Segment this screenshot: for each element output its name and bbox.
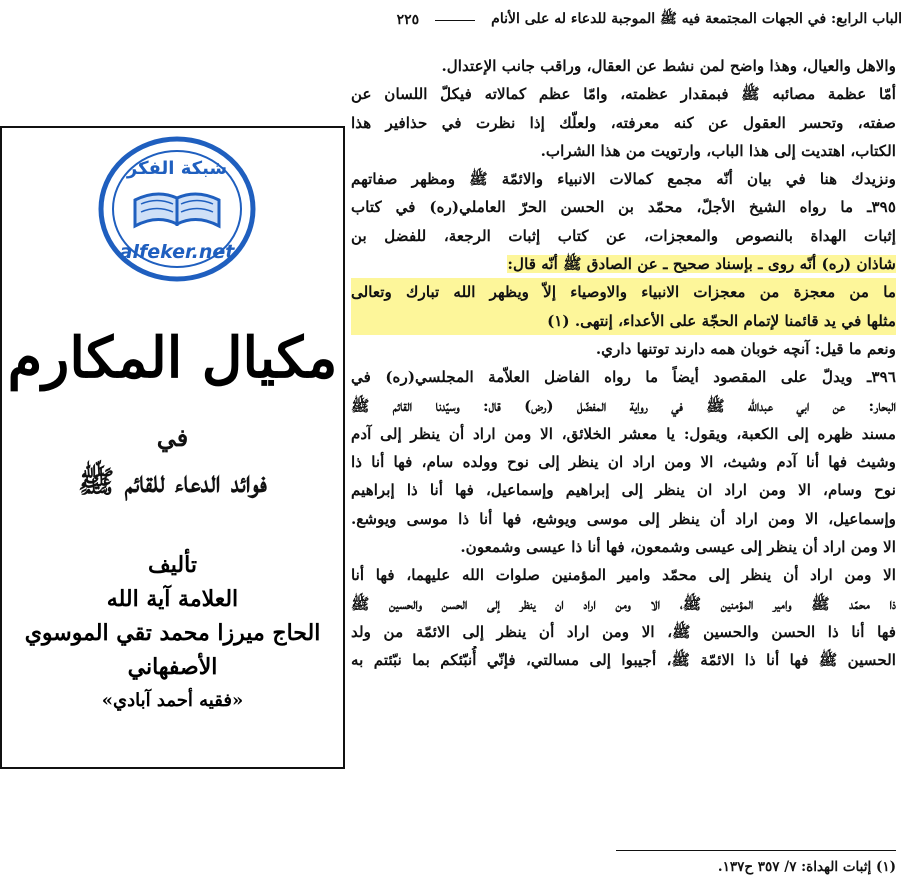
authorship-label: تأليف bbox=[148, 552, 197, 578]
blank-margin bbox=[0, 0, 345, 126]
text-line-content: الا ومن اراد أن ينظر إلى محمّد وامير المؤمنين صلوات الله عليهما، فها أنا bbox=[351, 566, 896, 585]
text-line-content: ذا محمّد ﷺ وامير المؤمنين ﷺ، الا ومن اراد ان ينظر إلى الحسن والحسين ﷺ bbox=[351, 594, 896, 613]
text-line bbox=[351, 222, 896, 250]
text-line bbox=[351, 193, 896, 221]
text-line-content: ونزيدك هنا في بيان أنّه مجمع كمالات الانبياء والائمّة ﷺ ومظهر صفاتهم bbox=[351, 170, 896, 189]
text-line-content: وشيث فها أنا آدم وشيث، الا ومن اراد ان ينظر إلى نوح وولده سام، فها أنا ذا bbox=[351, 453, 896, 472]
text-line-content: الا ومن اراد أن ينظر إلى عيسى وشمعون، فها أنا ذا عيسى وشمعون. bbox=[460, 538, 896, 557]
page-header bbox=[353, 6, 902, 34]
text-line-content: إثبات الهداة بالنصوص والمعجزات، عن كتاب إثبات الرجعة، للفضل بن bbox=[351, 226, 896, 245]
page-number: ٢٢٥ bbox=[396, 12, 420, 28]
text-line-content: ٣٩٥ـ ما رواه الشيخ الأجلّ، محمّد بن الحسن الحرّ العاملي(ره) في كتاب bbox=[351, 198, 896, 217]
text-line bbox=[351, 250, 896, 278]
header-dash bbox=[435, 20, 475, 21]
text-line bbox=[351, 448, 896, 476]
text-line-content: شاذان (ره) أنّه روى ـ بإسناد صحيح ـ عن الصادق ﷺ أنّه قال: bbox=[507, 255, 896, 274]
text-line-content: وإسماعيل، الا ومن اراد أن ينظر إلى موسى ويوشع، فها أنا ذا موسى ويوشع. bbox=[351, 509, 896, 528]
text-line bbox=[351, 420, 896, 448]
text-line bbox=[351, 80, 896, 108]
logo-latin: alfeker.net bbox=[119, 241, 235, 263]
text-line bbox=[351, 505, 896, 533]
author-line-1: العلامة آية الله bbox=[106, 586, 239, 612]
text-line-content: ونعم ما قيل: آنچه خوبان همه دارند توتنها داري. bbox=[595, 339, 896, 358]
text-line bbox=[351, 165, 896, 193]
cover-subtitle: فوائد الدعاء للقائم ﷺ bbox=[78, 465, 267, 500]
text-line bbox=[351, 363, 896, 391]
text-line bbox=[351, 590, 896, 618]
text-line-content: مثلها في يد قائمنا لإتمام الحجّة على الأعداء، إنتهى. (١) bbox=[547, 311, 896, 330]
text-line bbox=[351, 52, 896, 80]
text-line bbox=[351, 278, 896, 306]
text-line bbox=[351, 392, 896, 420]
author-line-2: الحاج ميرزا محمد تقي الموسوي الأصفهاني bbox=[24, 620, 321, 680]
text-line bbox=[351, 533, 896, 561]
text-line-content: صفته، وتحسر العقول عن كنه معرفته، ولعلّك إذا نظرت في حذافير هذا bbox=[351, 113, 896, 132]
text-line bbox=[351, 476, 896, 504]
body-text bbox=[351, 52, 896, 675]
logo-arabic: شبكة الفكر bbox=[126, 158, 228, 179]
text-line-content: ٣٩٦ـ ويدلّ على المقصود أيضاً ما رواه الفاضل العلاّمة المجلسي(ره) في bbox=[351, 368, 896, 387]
footnote-rule bbox=[616, 850, 896, 851]
text-line bbox=[351, 618, 896, 646]
text-line-content: الحسين ﷺ فها أنا ذا الائمّة ﷺ، أجيبوا إلى مسالتي، فإنّي أُنبّئكم بما نبّئتم به bbox=[351, 651, 896, 670]
cover-title: مكيال المكارم bbox=[7, 325, 338, 391]
text-line-content: أمّا عظمة مصائبه ﷺ فبمقدار عظمته، وامّا عظم كمالاته فيكلّ اللسان عن bbox=[351, 85, 896, 104]
text-line bbox=[351, 646, 896, 674]
book-page bbox=[345, 0, 910, 895]
text-line bbox=[351, 307, 896, 335]
text-line bbox=[351, 109, 896, 137]
text-line bbox=[351, 335, 896, 363]
text-line-content: ما من معجزة من معجزات الانبياء والاوصياء إلاّ ويظهر الله تبارك وتعالى bbox=[351, 283, 896, 302]
text-line-content: نوح وسام، الا ومن اراد ان ينظر إلى إبراهيم وإسماعيل، فها أنا ذا إبراهيم bbox=[351, 481, 896, 500]
chapter-title: الباب الرابع: في الجهات المجتمعة فيه ﷺ الموجبة للدعاء له على الأنام bbox=[491, 11, 902, 27]
text-line-content: مسند ظهره إلى الكعبة، ويقول: يا معشر الخلائق، الا ومن اراد أن ينظر إلى آدم bbox=[351, 424, 896, 443]
text-line bbox=[351, 561, 896, 589]
cover-fi: في bbox=[156, 423, 189, 452]
text-line-content: فها أنا ذا الحسن والحسين ﷺ، الا ومن اراد أن ينظر إلى الائمّة من ولد bbox=[351, 622, 896, 641]
author-line-3: «فقيه أحمد آبادي» bbox=[101, 690, 244, 711]
text-line-content: البحار: عن ابي عبدالله ﷺ في رواية المفضّل (رض) قال: وسيّدنا القائم ﷺ bbox=[351, 396, 896, 415]
cover-authorship bbox=[2, 548, 343, 718]
text-line-content: الكتاب، اهتديت إلى هذا الباب، وارتويت من هذا الشراب. bbox=[540, 141, 896, 160]
footnote: (١) إثبات الهداة: ٧/ ٣٥٧ ح١٣٧. bbox=[717, 859, 896, 875]
book-cover bbox=[0, 126, 345, 769]
text-line bbox=[351, 137, 896, 165]
text-line-content: والاهل والعيال، وهذا واضح لمن نشط عن العقال، وراقب جانب الإعتدال. bbox=[441, 57, 896, 75]
alfeker-logo-icon bbox=[97, 134, 257, 284]
